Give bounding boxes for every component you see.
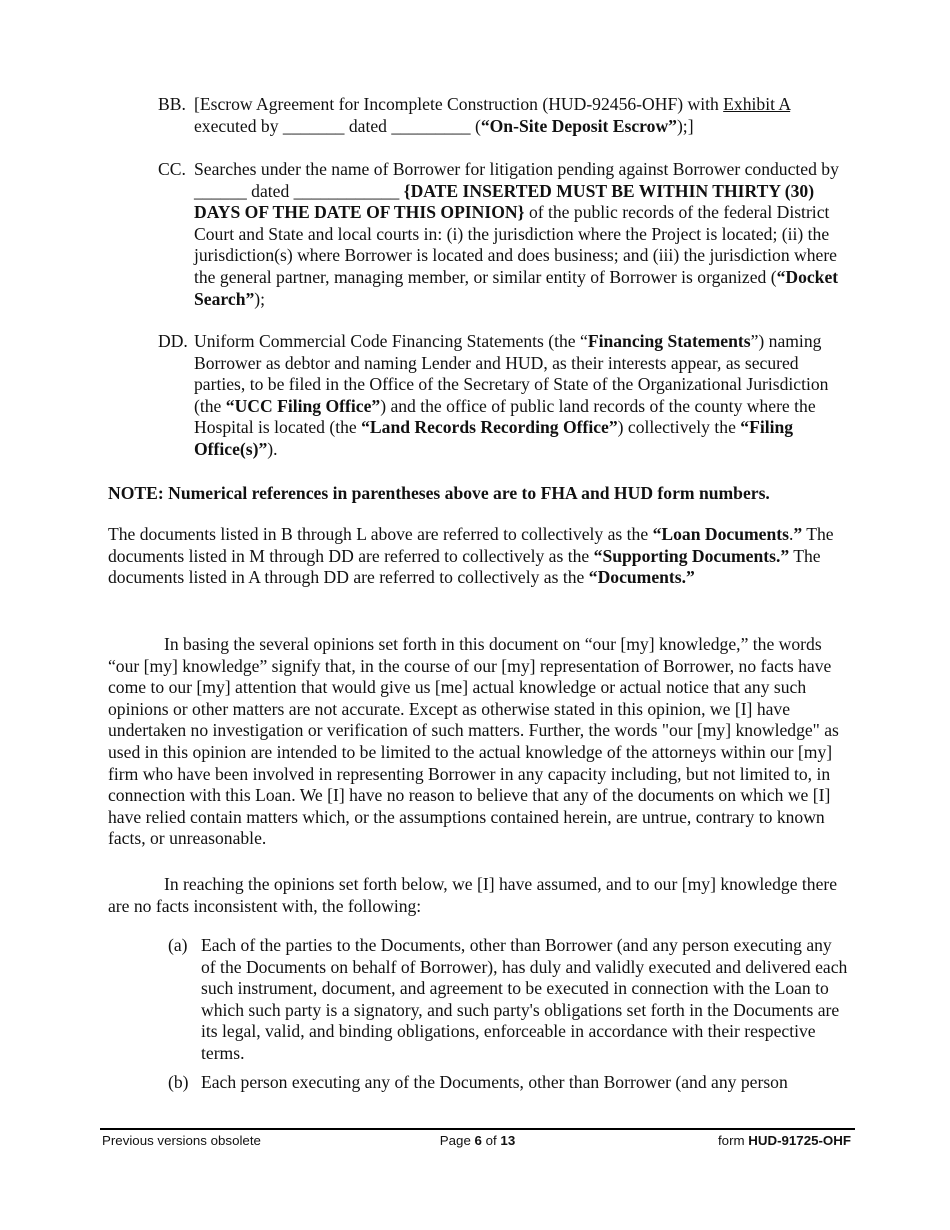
exhibit-link: Exhibit A (723, 94, 791, 114)
assumptions-intro: In reaching the opinions set forth below, we [I] have assumed, and to our [my] knowledge there are no facts inconsistent with, the following: (108, 874, 838, 916)
list-text: Uniform Commercial Code Financing Statements (the “Financing Statements”) naming Borrower as debtor and naming Lender and HUD, as their interests appear, as secured parties, to be filed in the Office of the Secretary of State of the Organizational Jurisdiction (the “UCC Filing Office”) and the office of public land records of the county where the Hospital is located (the “Land Records Recording Office”) collectively the “Filing Office(s)”). (194, 331, 829, 459)
collective-definitions: The documents listed in B through L above are referred to collectively as the “Loan Documents.” The documents listed in M through DD are referred to collectively as the “Supporting Documents.” The documents listed in A through DD are referred to collectively as the “Documents.” (108, 524, 834, 588)
list-text: Searches under the name of Borrower for litigation pending against Borrower conducted by ______ dated ____________ {DATE INSERTED MUST BE WITHIN THIRTY (30) DAYS OF THE DATE OF THIS OPINION} of the public records of the federal District Court and State and local courts in: (i) the jurisdiction where the Project is located; (ii) the jurisdiction(s) where Borrower is located and does business; and (iii) the jurisdiction where the general partner, managing member, or similar entity of Borrower is organized (“Docket Search”); (194, 159, 839, 309)
knowledge-paragraph: In basing the several opinions set forth in this document on “our [my] knowledge,” the words “our [my] knowledge” signify that, in the course of our [my] representation of Borrower, no facts have come to our [my] attention that would give us [me] actual knowledge or actual notice that any such opinions or other matters are not accurate. Except as otherwise stated in this opinion, we [I] have undertaken no investigation or verification of such matters. Further, the words "our [my] knowledge" as used in this opinion are intended to be limited to the actual knowledge of the attorneys within our [my] firm who have been involved in representing Borrower in any capacity including, but not limited to, in connection with this Loan. We [I] have no reason to believe that any of the documents on which we [I] have relied contain matters which, or the assumptions contained herein, are untrue, contrary to known facts, or unreasonable. (108, 634, 839, 849)
list-text: Each person executing any of the Documents, other than Borrower (and any person (201, 1072, 788, 1092)
list-text: Each of the parties to the Documents, other than Borrower (and any person executing any of the Documents on behalf of Borrower), has duly and validly executed and delivered each such instrument, document, and agreement to be executed in connection with the Loan to which such party is a signatory, and such party's obligations set forth in the Documents are its legal, valid, and binding obligations, enforceable in accordance with their respective terms. (201, 935, 848, 1063)
form-number: form HUD-91725-OHF (717, 1133, 851, 1148)
list-label: (a) (168, 935, 188, 955)
page-number: Page 6 of 13 (439, 1133, 516, 1148)
list-label: BB. (158, 94, 186, 114)
list-label: (b) (168, 1072, 189, 1092)
page-footer (100, 1128, 855, 1148)
note: NOTE: Numerical references in parentheses above are to FHA and HUD form numbers. (108, 483, 770, 503)
footer-obsolete-note: Previous versions obsolete (102, 1133, 261, 1148)
list-text: [Escrow Agreement for Incomplete Construction (HUD-92456-OHF) with Exhibit A executed by _______ dated _________ (“On-Site Deposit Escrow”);] (194, 94, 791, 136)
list-label: CC. (158, 159, 186, 179)
list-label: DD. (158, 331, 188, 351)
